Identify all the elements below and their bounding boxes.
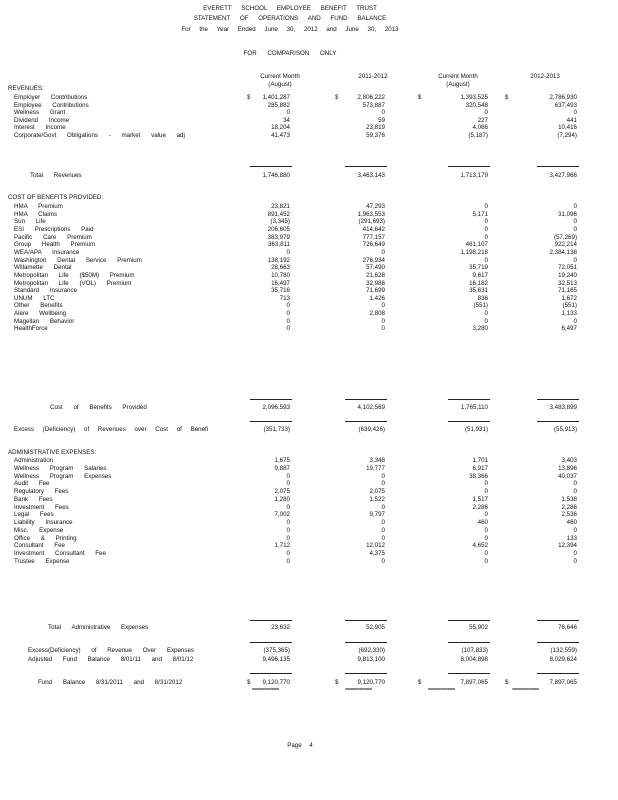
adjusted-label: Adjusted Fund Balance 8/01/11 and 8/01/12 (28, 656, 194, 663)
fund-double-rule-col3: =========== (428, 687, 455, 693)
row-value-col1: 1,675 (274, 457, 290, 464)
admin-row-label: Office & Printing (14, 534, 77, 542)
row-value-col4: 0 (573, 109, 577, 117)
cost-row-label: Willamette Dental (14, 264, 72, 272)
title-line-2: STATEMENT OF OPERATIONS AND FUND BALANCE (193, 15, 387, 22)
row-value-col1: 383,979 (267, 233, 290, 241)
row-value-col3: 3,280 (472, 325, 488, 333)
row-value-col3: 0 (484, 225, 488, 233)
cost-row-label: UNUM LTC (14, 294, 55, 302)
row-value-col4: 3,403 (561, 457, 577, 464)
row-value-col4: 1,538 (561, 495, 577, 503)
row-value-col3: 0 (484, 256, 488, 264)
row-value-col3: 0 (484, 317, 488, 325)
row-value-col4: 12,394 (558, 542, 577, 550)
row-value-col2: 0 (381, 557, 385, 565)
row-value-col4: (132,559) (550, 647, 577, 654)
row-value-col3: 0 (484, 109, 488, 117)
row-value-col3: 320,548 (465, 101, 488, 109)
admin-row-label: Investment Consultant Fee (14, 550, 106, 557)
row-value-col3: 16,182 (469, 279, 488, 287)
row-value-col1: 1,401,287 (262, 94, 290, 101)
row-value-col4: 0 (573, 256, 577, 264)
row-value-col1: 9,496,135 (262, 656, 290, 663)
cost-total-rule-col4 (537, 399, 579, 400)
revenue-total-rule-col1 (250, 166, 292, 167)
row-value-col3: 836 (477, 294, 488, 302)
row-value-col4: 637,493 (554, 101, 577, 109)
admin-row-label: Misc. Expense (14, 526, 64, 534)
admin-row-label: Audit Fee (14, 480, 50, 488)
row-value-col3: 0 (484, 557, 488, 565)
row-value-col3: 38,366 (469, 472, 488, 480)
revenue-total-rule-col4 (537, 166, 579, 167)
row-value-col1: 0 (286, 534, 290, 542)
revenues-heading: REVENUES: (8, 85, 44, 92)
row-value-col2: 23,819 (366, 124, 385, 132)
cost-row-label: Pacific Care Premium (14, 233, 92, 241)
row-value-col2: 1,963,553 (357, 210, 385, 218)
row-value-col3: 0 (484, 511, 488, 519)
row-value-col2: 0 (381, 248, 385, 256)
row-value-col2: 4,375 (369, 550, 385, 557)
row-value-col3: 227 (477, 116, 488, 124)
excess2-rule-col3 (448, 642, 490, 643)
row-value-col1: 34 (283, 116, 290, 124)
admin-heading: ADMINISTRATIVE EXPENSES: (8, 449, 97, 456)
cost-row-label: WEA/APA Insurance (14, 248, 80, 256)
cost-row-label: HMA Claims (14, 210, 58, 218)
row-value-col3: (5,187) (468, 132, 488, 139)
row-value-col4: 922,214 (554, 241, 577, 249)
row-value-col3: 1,765,110 (460, 404, 488, 411)
row-value-col2: 0 (381, 526, 385, 534)
page-number: Page 4 (287, 742, 313, 749)
admin-row-label: Trustee Expense (14, 557, 70, 565)
cost-total-rule-col2 (345, 399, 387, 400)
fund-dollar-col2: $ (335, 679, 339, 686)
cost-row-label: Washington Dental Service Premium (14, 256, 142, 264)
row-value-col4: 13,896 (558, 464, 577, 472)
row-value-col1: 9,887 (274, 464, 290, 472)
row-value-col1: 35,716 (271, 287, 290, 295)
row-value-col1: 23,632 (271, 624, 290, 631)
title-comparison: FOR COMPARISON ONLY (243, 50, 337, 57)
col1-header: Current Month (260, 73, 300, 80)
row-value-col3: 1,517 (472, 495, 488, 503)
title-line-3: For the Year Ended June 30, 2012 and June 30, 2013 (181, 26, 399, 33)
row-value-col2: 573,887 (362, 101, 385, 109)
row-value-col2: 4,102,569 (357, 404, 385, 411)
row-value-col2: 59,376 (366, 132, 385, 139)
row-value-col1: 23,821 (271, 203, 290, 210)
admin-row-label: Wellness Program Expenses (14, 472, 112, 480)
row-value-col1: 0 (286, 550, 290, 557)
fund-dollar-col1: $ (247, 679, 251, 686)
row-value-col2: 726,649 (362, 241, 385, 249)
row-value-col4: 0 (573, 557, 577, 565)
row-value-col3: 0 (484, 480, 488, 488)
row-value-col4: 2,286 (561, 503, 577, 511)
row-value-col4: (551) (562, 302, 577, 310)
cost-row-label: HMA Premium (14, 203, 63, 210)
cost-row-label: Metropolitan Life (VOL) Premium (14, 279, 132, 287)
col3-header: Current Month (438, 73, 478, 80)
row-value-col3: 55,902 (469, 624, 488, 631)
row-value-col2: 52,905 (366, 624, 385, 631)
cost-total-rule-col3 (448, 399, 490, 400)
row-value-col1: (375,365) (263, 647, 290, 654)
row-value-col2: 19,777 (366, 464, 385, 472)
row-value-col4: 133 (566, 534, 577, 542)
fund-rule-col4 (537, 673, 579, 674)
row-value-col3: 0 (484, 203, 488, 210)
row-value-col3: 2,286 (472, 503, 488, 511)
row-value-col3: 0 (484, 310, 488, 318)
admin-row-label: Liability Insurance (14, 519, 73, 526)
row-value-col2: (639,426) (358, 426, 385, 433)
excess1-rule-col4 (537, 421, 579, 422)
row-value-col4: 6,497 (561, 325, 577, 333)
row-value-col3: 1,393,525 (460, 94, 488, 101)
row-value-col2: 1,522 (369, 495, 385, 503)
col3-subheader: (August) (446, 81, 470, 88)
row-value-col3: 0 (484, 526, 488, 534)
admin-total-label: Total Administrative Expenses (48, 624, 149, 631)
row-value-col1: 0 (286, 302, 290, 310)
row-value-col2: 276,934 (362, 256, 385, 264)
row-value-col2: 0 (381, 503, 385, 511)
row-value-col2: 414,642 (362, 225, 385, 233)
row-value-col4: 0 (573, 550, 577, 557)
row-value-col4: 0 (573, 526, 577, 534)
excess2-rule-col2 (345, 642, 387, 643)
cost-row-label: Sun Life (14, 218, 46, 226)
row-value-col4: 441 (566, 116, 577, 124)
admin-row-label: Investment Fees (14, 503, 69, 511)
row-value-col3: 461,107 (465, 241, 488, 249)
row-value-col2: 2,806,222 (357, 94, 385, 101)
row-value-col4: 72,051 (558, 264, 577, 272)
revenue-total-rule-col2 (345, 166, 387, 167)
admin-row-label: Regulatory Fees (14, 488, 69, 495)
row-value-col4: 2,384,138 (549, 248, 577, 256)
admin-row-label: Consultant Fee (14, 542, 65, 550)
row-value-col4: 0 (573, 488, 577, 495)
cost-row-label: Standard Insurance (14, 287, 78, 295)
row-value-col1: 7,002 (274, 511, 290, 519)
row-value-col2: 3,463,143 (357, 172, 385, 179)
row-value-col3: 0 (484, 218, 488, 226)
row-value-col3: (51,931) (464, 426, 488, 433)
revenue-row-label: Employer Contributions (14, 94, 88, 101)
row-value-col1: 363,811 (268, 241, 290, 249)
dollar-sign-col4: $ (505, 94, 509, 101)
row-value-col3: 0 (484, 233, 488, 241)
row-value-col4: 32,513 (558, 279, 577, 287)
row-value-col1: 891,452 (267, 210, 290, 218)
row-value-col4: 1,672 (561, 294, 577, 302)
revenue-total-label: Total Revenues (30, 172, 82, 179)
cost-row-label: Other Benefits (14, 302, 63, 310)
revenue-row-label: Corporate/Govt Obligations - market value adj (14, 132, 185, 139)
row-value-col1: 0 (286, 317, 290, 325)
fund-rule-col3 (448, 673, 490, 674)
row-value-col2: 2,808 (369, 310, 385, 318)
row-value-col4: 2,786,930 (549, 94, 577, 101)
cost-row-label: ESI Prescriptions Paid (14, 225, 94, 233)
row-value-col4: 0 (573, 317, 577, 325)
row-value-col1: 2,075 (274, 488, 290, 495)
row-value-col1: 206,605 (267, 225, 290, 233)
row-value-col4: 0 (573, 480, 577, 488)
title-line-1: EVERETT SCHOOL EMPLOYEE BENEFIT TRUST (203, 5, 377, 12)
row-value-col1: 1,280 (274, 495, 290, 503)
row-value-col1: 0 (286, 248, 290, 256)
row-value-col2: 777,157 (362, 233, 385, 241)
row-value-col2: (692,330) (358, 647, 385, 654)
row-value-col3: 7,897,065 (460, 679, 488, 686)
row-value-col1: 0 (286, 557, 290, 565)
row-value-col2: (291,693) (358, 218, 385, 226)
row-value-col3: 4,066 (472, 124, 488, 132)
row-value-col1: 0 (286, 109, 290, 117)
row-value-col4: 2,536 (561, 511, 577, 519)
dollar-sign-col1: $ (247, 94, 251, 101)
row-value-col2: 9,813,100 (357, 656, 385, 663)
revenue-total-rule-col3 (448, 166, 490, 167)
row-value-col2: 0 (381, 534, 385, 542)
row-value-col1: 0 (286, 519, 290, 526)
fund-dollar-col4: $ (505, 679, 509, 686)
row-value-col4: 0 (573, 203, 577, 210)
excess2-rule-col1 (250, 642, 292, 643)
cost-total-label: Cost of Benefits Provided (50, 404, 147, 411)
row-value-col3: 1,701 (472, 457, 488, 464)
row-value-col1: 0 (286, 526, 290, 534)
admin-total-rule-col4 (537, 620, 579, 621)
row-value-col1: 1,746,880 (262, 172, 290, 179)
excess1-label: Excess (Deficiency) of Revenues over Cost of Benefi (14, 426, 209, 433)
row-value-col4: (7,294) (557, 132, 577, 139)
row-value-col2: 2,075 (369, 488, 385, 495)
cost-heading: COST OF BENEFITS PROVIDED: (8, 194, 104, 201)
row-value-col2: 47,293 (366, 203, 385, 210)
row-value-col3: 0 (484, 534, 488, 542)
admin-row-label: Bank Fees (14, 495, 53, 503)
row-value-col1: 138,192 (267, 256, 290, 264)
fund-double-rule-col1: =========== (252, 687, 279, 693)
revenue-row-label: Dividend Income (14, 116, 70, 124)
cost-row-label: Alere Wellbeing (14, 310, 67, 318)
row-value-col4: 10,416 (558, 124, 577, 132)
revenue-row-label: Employee Contributions (14, 101, 89, 109)
row-value-col3: 5,171 (472, 210, 488, 218)
row-value-col3: 6,917 (472, 464, 488, 472)
row-value-col1: 28,663 (271, 264, 290, 272)
row-value-col3: 35,719 (469, 264, 488, 272)
row-value-col1: 10,780 (271, 271, 290, 279)
row-value-col2: 57,490 (366, 264, 385, 272)
excess2-label: Excess(Deficiency) of Revenue Over Expenses (28, 647, 194, 654)
row-value-col4: 40,037 (558, 472, 577, 480)
row-value-col3: 9,617 (472, 271, 488, 279)
row-value-col1: 0 (286, 480, 290, 488)
admin-row-label: Legal Fees (14, 511, 54, 519)
dollar-sign-col3: $ (418, 94, 422, 101)
row-value-col4: 0 (573, 218, 577, 226)
cost-row-label: HealthForce (14, 325, 48, 333)
excess1-rule-col3 (448, 421, 490, 422)
row-value-col4: 3,483,899 (549, 404, 577, 411)
col4-header: 2012-2013 (530, 73, 560, 80)
row-value-col2: 0 (381, 480, 385, 488)
row-value-col4: 76,646 (558, 624, 577, 631)
row-value-col1: 1,712 (274, 542, 290, 550)
admin-total-rule-col1 (250, 620, 292, 621)
revenue-row-label: Interest Income (14, 124, 66, 132)
row-value-col4: 3,427,966 (549, 172, 577, 179)
row-value-col4: 0 (573, 225, 577, 233)
admin-total-rule-col2 (345, 620, 387, 621)
cost-total-rule-col1 (250, 399, 292, 400)
cost-row-label: Group Health Premium (14, 241, 96, 249)
row-value-col1: 0 (286, 325, 290, 333)
fund-rule-col2 (345, 673, 387, 674)
row-value-col2: 1,426 (369, 294, 385, 302)
row-value-col4: 31,096 (558, 210, 577, 218)
row-value-col1: 2,096,593 (262, 404, 290, 411)
row-value-col4: 1,133 (561, 310, 577, 318)
row-value-col3: (551) (473, 302, 488, 310)
admin-row-label: Administration (14, 457, 54, 464)
row-value-col4: 7,897,065 (549, 679, 577, 686)
row-value-col2: 9,797 (369, 511, 385, 519)
row-value-col2: 32,986 (366, 279, 385, 287)
col2-header: 2011-2012 (358, 73, 388, 80)
row-value-col2: 21,628 (366, 271, 385, 279)
row-value-col1: (3,345) (270, 218, 290, 226)
fund-dollar-col3: $ (418, 679, 422, 686)
excess1-rule-col2 (345, 421, 387, 422)
row-value-col2: 0 (381, 519, 385, 526)
row-value-col2: 0 (381, 317, 385, 325)
row-value-col2: 59 (378, 116, 385, 124)
row-value-col3: (107,833) (461, 647, 488, 654)
cost-row-label: Magellan Behavior (14, 317, 75, 325)
fund-rule-col1 (250, 673, 292, 674)
row-value-col2: 0 (381, 302, 385, 310)
col1-subheader: (August) (268, 81, 292, 88)
row-value-col1: (351,733) (263, 426, 290, 433)
row-value-col2: 71,699 (366, 287, 385, 295)
row-value-col3: 1,198,218 (460, 248, 488, 256)
row-value-col4: 19,240 (558, 271, 577, 279)
fund-double-rule-col2: =========== (345, 687, 372, 693)
row-value-col1: 16,497 (271, 279, 290, 287)
row-value-col2: 0 (381, 109, 385, 117)
row-value-col1: 0 (286, 503, 290, 511)
excess1-rule-col1 (250, 421, 292, 422)
row-value-col4: (55,913) (553, 426, 577, 433)
admin-row-label: Wellness Program Salaries (14, 464, 107, 472)
row-value-col2: 0 (381, 472, 385, 480)
row-value-col3: 1,713,179 (460, 172, 488, 179)
row-value-col3: 8,004,898 (460, 656, 488, 663)
row-value-col3: 0 (484, 550, 488, 557)
row-value-col1: 713 (279, 294, 290, 302)
row-value-col1: 0 (286, 472, 290, 480)
row-value-col3: 35,631 (469, 287, 488, 295)
cost-row-label: Metropolitan Life ($50M) Premium (14, 271, 135, 279)
row-value-col3: 460 (477, 519, 488, 526)
fund-double-rule-col4: =========== (512, 687, 539, 693)
row-value-col3: 4,652 (472, 542, 488, 550)
dollar-sign-col2: $ (335, 94, 339, 101)
row-value-col4: 460 (566, 519, 577, 526)
row-value-col1: 285,882 (267, 101, 290, 109)
row-value-col1: 41,473 (271, 132, 290, 139)
row-value-col2: 9,120,770 (357, 679, 385, 686)
row-value-col4: (57,269) (553, 233, 577, 241)
row-value-col2: 12,012 (366, 542, 385, 550)
row-value-col1: 9,120,770 (262, 679, 290, 686)
excess2-rule-col4 (537, 642, 579, 643)
revenue-row-label: Wellness Grant (14, 109, 66, 117)
row-value-col4: 8,029,624 (549, 656, 577, 663)
admin-total-rule-col3 (448, 620, 490, 621)
row-value-col2: 3,348 (369, 457, 385, 464)
row-value-col1: 0 (286, 310, 290, 318)
fund-label: Fund Balance 8/31/2011 and 8/31/2012 (38, 679, 183, 686)
row-value-col1: 18,204 (271, 124, 290, 132)
row-value-col2: 0 (381, 325, 385, 333)
row-value-col4: 71,165 (558, 287, 577, 295)
row-value-col3: 0 (484, 488, 488, 495)
